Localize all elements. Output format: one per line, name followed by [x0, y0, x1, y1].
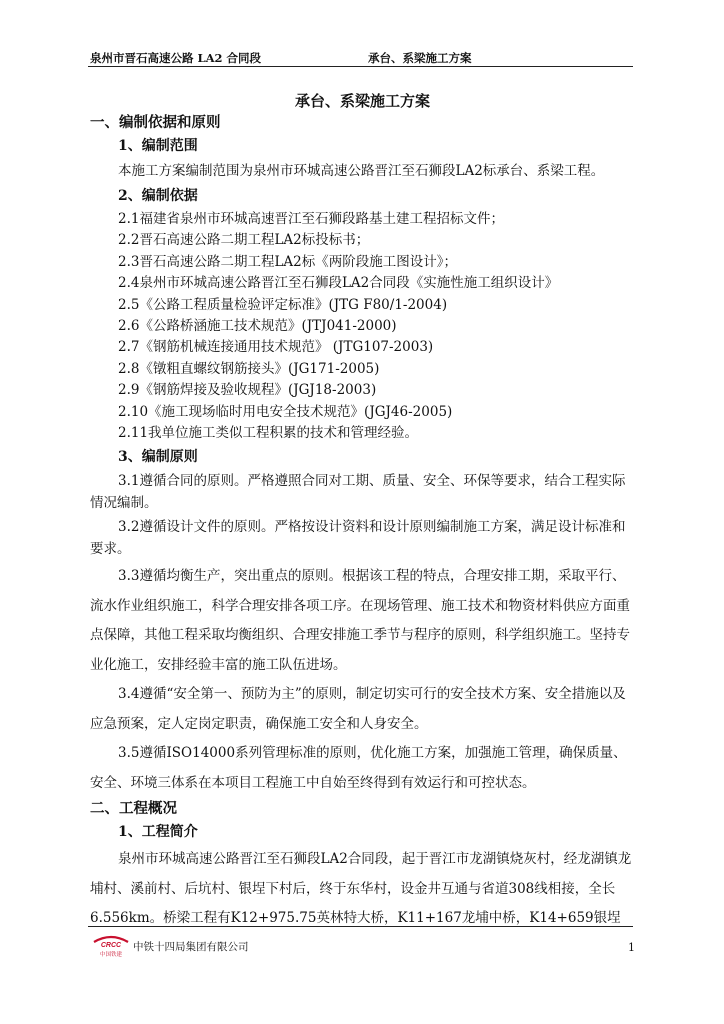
company-logo: [90, 930, 132, 958]
svg-text:中国铁建: 中国铁建: [99, 952, 123, 958]
principle-paragraph-4: 3.4遵循“安全第一、预防为主”的原则，制定切实可行的安全技术方案、安全措施以及应急预案，定人定岗定职责，确保施工安全和人身安全。: [90, 686, 626, 732]
reference-list: [90, 209, 635, 444]
list-item: 2.5《公路工程质量检验评定标准》(JTG F80/1-2004): [118, 296, 448, 313]
subsection-heading-principles: 3、编制原则: [118, 449, 198, 466]
list-item: 2.1福建省泉州市环城高速晋江至石狮段路基土建工程招标文件；: [118, 211, 504, 227]
list-item: 2.8《镦粗直螺纹钢筋接头》(JG171-2005): [118, 360, 380, 377]
page-number: 1: [628, 941, 635, 954]
principle-paragraph-2: 3.2遵循设计文件的原则。严格按设计资料和设计原则编制施工方案，满足设计标准和要求。: [90, 519, 626, 558]
svg-text:CRCC: CRCC: [100, 942, 122, 949]
header-doc-title: 承台、系梁施工方案: [368, 51, 472, 65]
list-item: 2.9《钢筋焊接及验收规程》(JGJ18-2003): [118, 382, 377, 399]
list-item: 2.10《施工现场临时用电安全技术规范》(JGJ46-2005): [118, 403, 453, 420]
header-divider: [88, 66, 633, 67]
list-item: 2.6《公路桥涵施工技术规范》(JTJ041-2000): [118, 317, 397, 334]
list-item: 2.4泉州市环城高速公路晋江至石狮段LA2合同段《实施性施工组织设计》: [118, 275, 559, 292]
document-body: [90, 91, 635, 934]
principle-paragraph-3: 3.3遵循均衡生产，突出重点的原则。根据该工程的特点，合理安排工期，采取平行、流水作业组织施工，科学合理安排各项工序。在现场管理、施工技术和物资材料供应方面重点保障，其他工程采取均衡组织、合理安排施工季节与程序的原则，科学组织施工。坚持专业化施工，安排经验丰富的施工队伍进场。: [90, 568, 630, 673]
list-item: 2.11我单位施工类似工程积累的技术和管理经验。: [118, 424, 419, 441]
overview-paragraph: 泉州市环城高速公路晋江至石狮段LA2合同段，起于晋江市龙湖镇烧灰村，经龙湖镇龙埔村、溪前村、后坑村、银埕下村后，终于东华村，设金井互通与省道308线相接，全长6.556km。桥梁工程有K12+975.75英林特大桥，K11+167龙埔中桥，K14+659银埕: [90, 851, 632, 927]
principle-paragraph-5: 3.5遵循ISO14000系列管理标准的原则，优化施工方案，加强施工管理，确保质量、安全、环境三体系在本项目工程施工中自始至终得到有效运行和可控状态。: [90, 745, 627, 791]
principle-paragraph-1: 3.1遵循合同的原则。严格遵照合同对工期、质量、安全、环保等要求，结合工程实际情况编制。: [90, 473, 626, 512]
list-item: 2.3晋石高速公路二期工程LA2标《两阶段施工图设计》；: [118, 253, 458, 270]
subsection-heading-overview: 1、工程简介: [118, 824, 198, 841]
scope-paragraph: 本施工方案编制范围为泉州市环城高速公路晋江至石狮段LA2标承台、系梁工程。: [118, 163, 605, 179]
footer-company: 中铁十四局集团有限公司: [133, 941, 249, 953]
document-title: 承台、系梁施工方案: [294, 92, 430, 110]
list-item: 2.7《钢筋机械连接通用技术规范》 (JTG107-2003): [118, 339, 434, 356]
subsection-heading-basis: 2、编制依据: [118, 188, 198, 204]
header-project: 泉州市晋石高速公路 LA2 合同段: [90, 51, 262, 65]
section-heading-2: 二、工程概况: [90, 800, 177, 818]
list-item: 2.2晋石高速公路二期工程LA2标投标书；: [118, 232, 370, 249]
footer-divider: [88, 926, 633, 927]
section-heading-1: 一、编制依据和原则: [90, 114, 221, 131]
subsection-heading-scope: 1、编制范围: [118, 138, 198, 154]
